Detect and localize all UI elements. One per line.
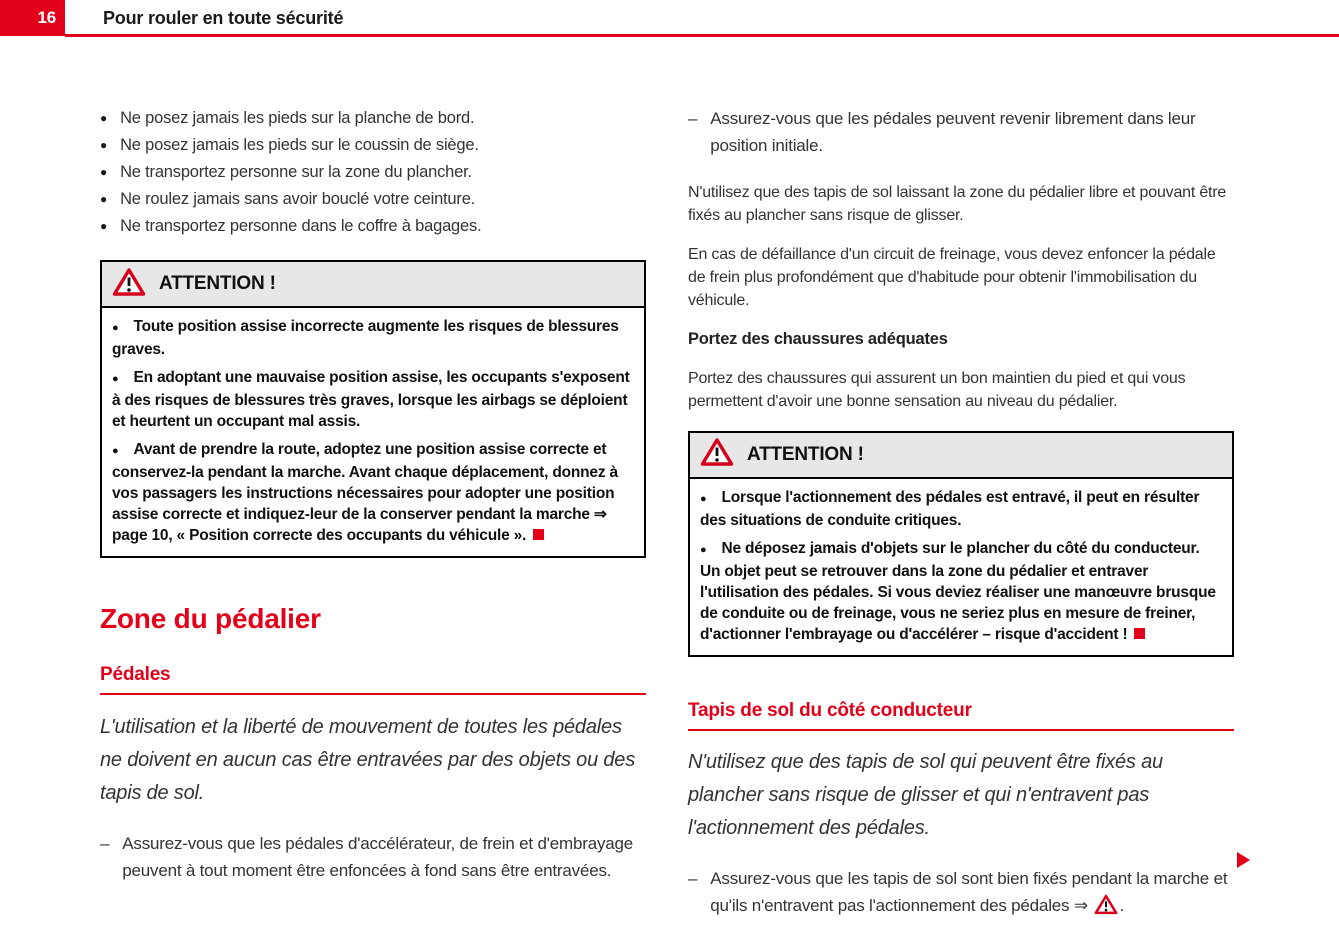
left-column (100, 105, 646, 884)
reference-arrow: ⇒ (1073, 896, 1088, 916)
list-item (100, 132, 646, 159)
list-item-text: Ne roulez jamais sans avoir bouclé votre ceinture. (120, 190, 476, 208)
warning-item (112, 316, 634, 360)
warning-title: ATTENTION ! (747, 443, 864, 465)
bullet-icon: ● (100, 219, 108, 233)
instruction-text-part: Assurez-vous que les tapis de sol sont bien fixés pendant la marche et qu'ils n'entravent pas l'actionnement des pédales (710, 869, 1228, 916)
end-of-section-marker (533, 529, 544, 540)
warning-item-text: Lorsque l'actionnement des pédales est entravé, il peut en résulter des situations de conduite critiques. (700, 488, 1200, 529)
bullet-icon: ● (112, 373, 119, 385)
shoes-paragraph: Portez des chaussures qui assurent un bon maintien du pied et qui vous permettent d'avoir une bonne sensation au niveau du pédalier. (688, 369, 1186, 410)
list-item-text: Ne transportez personne dans le coffre à bagages. (120, 217, 482, 235)
warning-item-text: Ne déposez jamais d'objets sur le plancher du côté du conducteur. Un objet peut se retrouver dans la zone du pédalier et entraver l'utilisation des pédales. Si vous deviez réaliser une manœuvre brusque de conduite ou de freinage, vous ne seriez plus en mesure de freiner, d'actionner l'embrayage ou d'accélérer – risque d'accident ! (700, 539, 1216, 643)
page-title: Pour rouler en toute sécurité (103, 8, 344, 28)
warning-item-text: En adoptant une mauvaise position assise, les occupants s'exposent à des risques de blessures très graves, lorsque les airbags se déploient et heurtent un occupant mal assis. (112, 369, 630, 430)
warning-box-header (102, 262, 644, 308)
paragraph: En cas de défaillance d'un circuit de freinage, vous devez enfoncer la pédale de frein plus profondément que d'habitude pour obtenir l'immobilisation du véhicule. (688, 246, 1216, 309)
subsection-title-tapis-de-sol: Tapis de sol du côté conducteur (688, 701, 1234, 731)
page-number: 16 (37, 8, 56, 27)
bullet-icon: ● (112, 322, 119, 334)
list-item (100, 186, 646, 213)
lead-paragraph: N'utilisez que des tapis de sol qui peuvent être fixés au plancher sans risque de glisser et qui n'entravent pas l'actionnement des pédales. (688, 751, 1163, 840)
continuation-arrow-icon (1237, 852, 1250, 868)
dash-icon: – (100, 833, 110, 853)
dash-icon: – (688, 109, 698, 128)
shoes-subheading: Portez des chaussures adéquates (688, 330, 948, 348)
paragraph: N'utilisez que des tapis de sol laissant la zone du pédalier libre et pouvant être fixés au plancher sans risque de glisser. (688, 184, 1227, 224)
warning-box-seating (100, 260, 646, 558)
instruction-item (688, 105, 1234, 159)
warning-box-header (690, 433, 1232, 479)
warning-item (112, 367, 634, 432)
bullet-icon: ● (112, 445, 119, 457)
dash-icon: – (688, 869, 698, 889)
sentence-period: . (1119, 896, 1124, 916)
subsection-title-pedales: Pédales (100, 665, 646, 695)
warning-item-text: Toute position assise incorrecte augmente les risques de blessures graves. (112, 318, 619, 358)
bullet-icon: ● (700, 543, 707, 556)
bullet-icon: ● (100, 138, 108, 152)
bullet-icon: ● (100, 165, 108, 179)
warning-triangle-icon (700, 437, 734, 472)
end-of-section-marker (1134, 628, 1145, 639)
instruction-item (688, 865, 1234, 923)
warning-item (700, 538, 1222, 645)
list-item-text: Ne posez jamais les pieds sur le coussin de siège. (120, 136, 479, 154)
warning-triangle-icon (112, 267, 146, 302)
list-item (100, 213, 646, 240)
list-item-text: Ne posez jamais les pieds sur la planche de bord. (120, 109, 475, 127)
right-column (688, 105, 1234, 923)
section-title-zone-du-pedalier: Zone du pédalier (100, 603, 321, 634)
instruction-text: Assurez-vous que les pédales d'accélérateur, de frein et d'embrayage peuvent à tout moment être enfoncées à fond sans être entravées. (122, 833, 634, 880)
safety-bullet-list (100, 105, 646, 240)
warning-triangle-icon (1094, 900, 1118, 919)
header-rule (65, 34, 1339, 37)
list-item (100, 159, 646, 186)
warning-box-body (102, 308, 644, 556)
instruction-text (710, 865, 1234, 923)
warning-box-pedals (688, 431, 1234, 657)
lead-paragraph: L'utilisation et la liberté de mouvement de toutes les pédales ne doivent en aucun cas être entravées par des objets ou des tapis de sol. (100, 715, 636, 804)
warning-title: ATTENTION ! (159, 273, 276, 294)
warning-item (112, 439, 634, 546)
bullet-icon: ● (100, 111, 108, 125)
list-item (100, 105, 646, 132)
bullet-icon: ● (700, 492, 707, 505)
warning-box-body (690, 479, 1232, 655)
list-item-text: Ne transportez personne sur la zone du plancher. (120, 163, 472, 181)
warning-item-text: Avant de prendre la route, adoptez une position assise correcte et conservez-la pendant la marche. Avant chaque déplacement, donnez à vos passagers les instructions nécessaires pour adopter une position assise correcte et indiquez-leur de la conserver pendant la marche ⇒ page 10, « Position correcte des occupants du véhicule ». (112, 441, 618, 544)
instruction-item (100, 830, 646, 884)
warning-item (700, 487, 1222, 531)
instruction-text: Assurez-vous que les pédales peuvent revenir librement dans leur position initiale. (710, 109, 1196, 155)
bullet-icon: ● (100, 192, 108, 206)
page-number-box (0, 0, 65, 36)
